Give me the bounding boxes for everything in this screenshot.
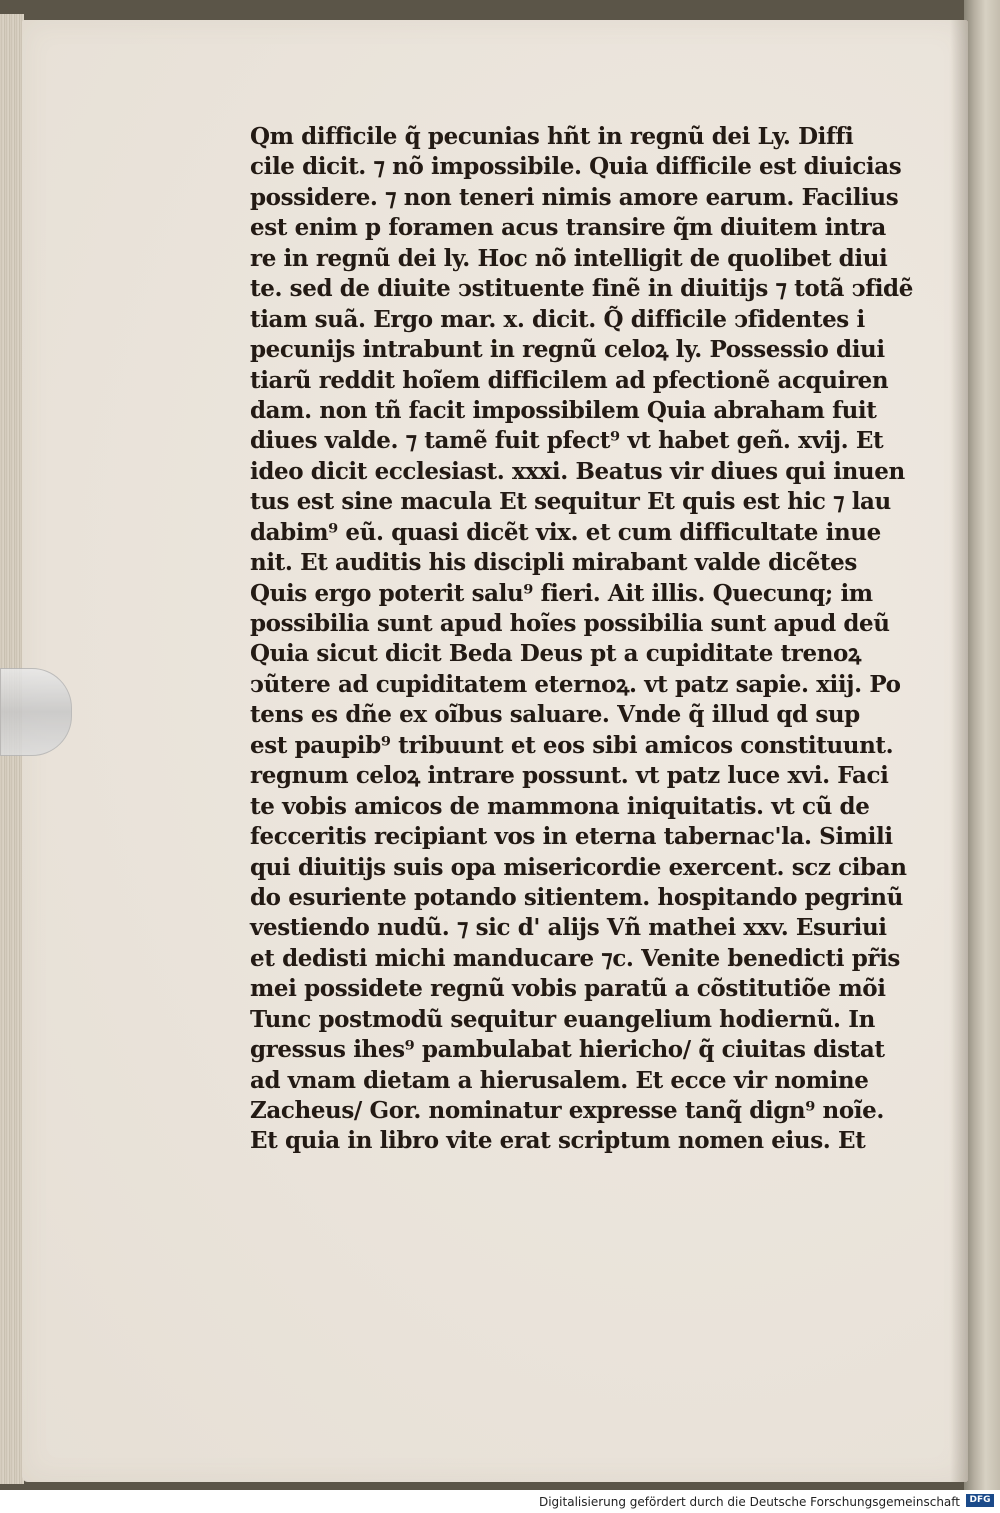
text-line: ↄũtere ad cupiditatem eternoꝝ. vt patz sapie. xiij. Po — [250, 670, 901, 698]
text-line: tus est sine macula Et sequitur Et quis est hic ⁊ lau — [250, 488, 891, 516]
text-line: mei possidete regnũ vobis paratũ a cõstitutiõe mõi — [250, 975, 886, 1003]
footer-bar — [0, 1490, 1000, 1513]
incunable-text-block — [250, 122, 913, 1157]
text-line: regnum celoꝝ intrare possunt. vt patz luce xvi. Faci — [250, 762, 889, 790]
text-line: est enim p foramen acus transire q̃m diuitem intra — [250, 214, 886, 242]
text-line: est paupib⁹ tribuunt et eos sibi amicos constituunt. — [250, 731, 894, 759]
text-line: pecunijs intrabunt in regnũ celoꝝ ly. Possessio diui — [250, 336, 885, 364]
text-line: Quia sicut dicit Beda Deus pt a cupiditate trenoꝝ — [250, 640, 861, 668]
funding-credit: Digitalisierung gefördert durch die Deutsche Forschungsgemeinschaft — [538, 1495, 960, 1509]
text-line: possidere. ⁊ non teneri nimis amore earum. Facilius — [250, 183, 899, 211]
text-line: ideo dicit ecclesiast. xxxi. Beatus vir diues qui inuen — [250, 457, 905, 485]
text-line: Quis ergo poterit salu⁹ fieri. Ait illis. Quecunq; im — [250, 579, 873, 607]
text-line: dabim⁹ eũ. quasi dicẽt vix. et cum difficultate inue — [250, 518, 881, 546]
text-line: et dedisti michi manducare ⁊c. Venite benedicti pr̃is — [250, 944, 900, 972]
text-line: Zacheus/ Gor. nominatur expresse tanq̃ dign⁹ noĩe. — [250, 1097, 884, 1124]
text-line: te. sed de diuite ↄstituente finẽ in diuitijs ⁊ totã ↄfidẽ — [250, 275, 913, 303]
text-line: qui diuitijs suis opa misericordie exercent. scz ciban — [250, 853, 907, 881]
text-line: Qm difficile q̃ pecunias hñt in regnũ dei Ly. Diffi — [250, 123, 854, 150]
text-line: gressus ihes⁹ pambulabat hiericho/ q̃ ciuitas distat — [250, 1036, 885, 1064]
text-line: nit. Et auditis his discipli mirabant valde dicẽtes — [250, 549, 857, 577]
text-line: dam. non tñ facit impossibilem Quia abraham fuit — [250, 396, 877, 424]
text-line: Et quia in libro vite erat scriptum nomen eius. Et — [250, 1127, 866, 1155]
text-line: tens es dñe ex oĩbus saluare. Vnde q̃ illud qd sup — [250, 701, 860, 729]
text-line: tiam suã. Ergo mar. x. dicit. Q̃ difficile ↄfidentes i — [250, 305, 865, 333]
text-line: ad vnam dietam a hierusalem. Et ecce vir nomine — [250, 1066, 869, 1094]
text-line: diues valde. ⁊ tamẽ fuit pfect⁹ vt habet geñ. xvij. Et — [250, 427, 884, 455]
text-line: Tunc postmodũ sequitur euangelium hodiernũ. In — [250, 1005, 875, 1033]
text-line: cile dicit. ⁊ nõ impossibile. Quia difficile est diuicias — [250, 153, 902, 181]
text-line: possibilia sunt apud hoĩes possibilia sunt apud deũ — [250, 610, 890, 637]
spine-shadow — [950, 20, 968, 1482]
page-clamp — [0, 668, 72, 756]
adjacent-page-edge — [964, 0, 1000, 1490]
text-line: fecceritis recipiant vos in eterna tabernac'la. Simili — [250, 823, 893, 851]
text-line: te vobis amicos de mammona iniquitatis. vt cũ de — [250, 792, 870, 820]
dfg-logo: DFG — [966, 1494, 994, 1507]
text-line: re in regnũ dei ly. Hoc nõ intelligit de quolibet diui — [250, 244, 888, 272]
text-line: tiarũ reddit hoĩem difficilem ad pfectionẽ acquiren — [250, 366, 889, 394]
text-line: vestiendo nudũ. ⁊ sic d' alijs Vñ mathei xxv. Esuriui — [250, 914, 887, 942]
text-line: do esuriente potando sitientem. hospitando pegrinũ — [250, 883, 903, 911]
